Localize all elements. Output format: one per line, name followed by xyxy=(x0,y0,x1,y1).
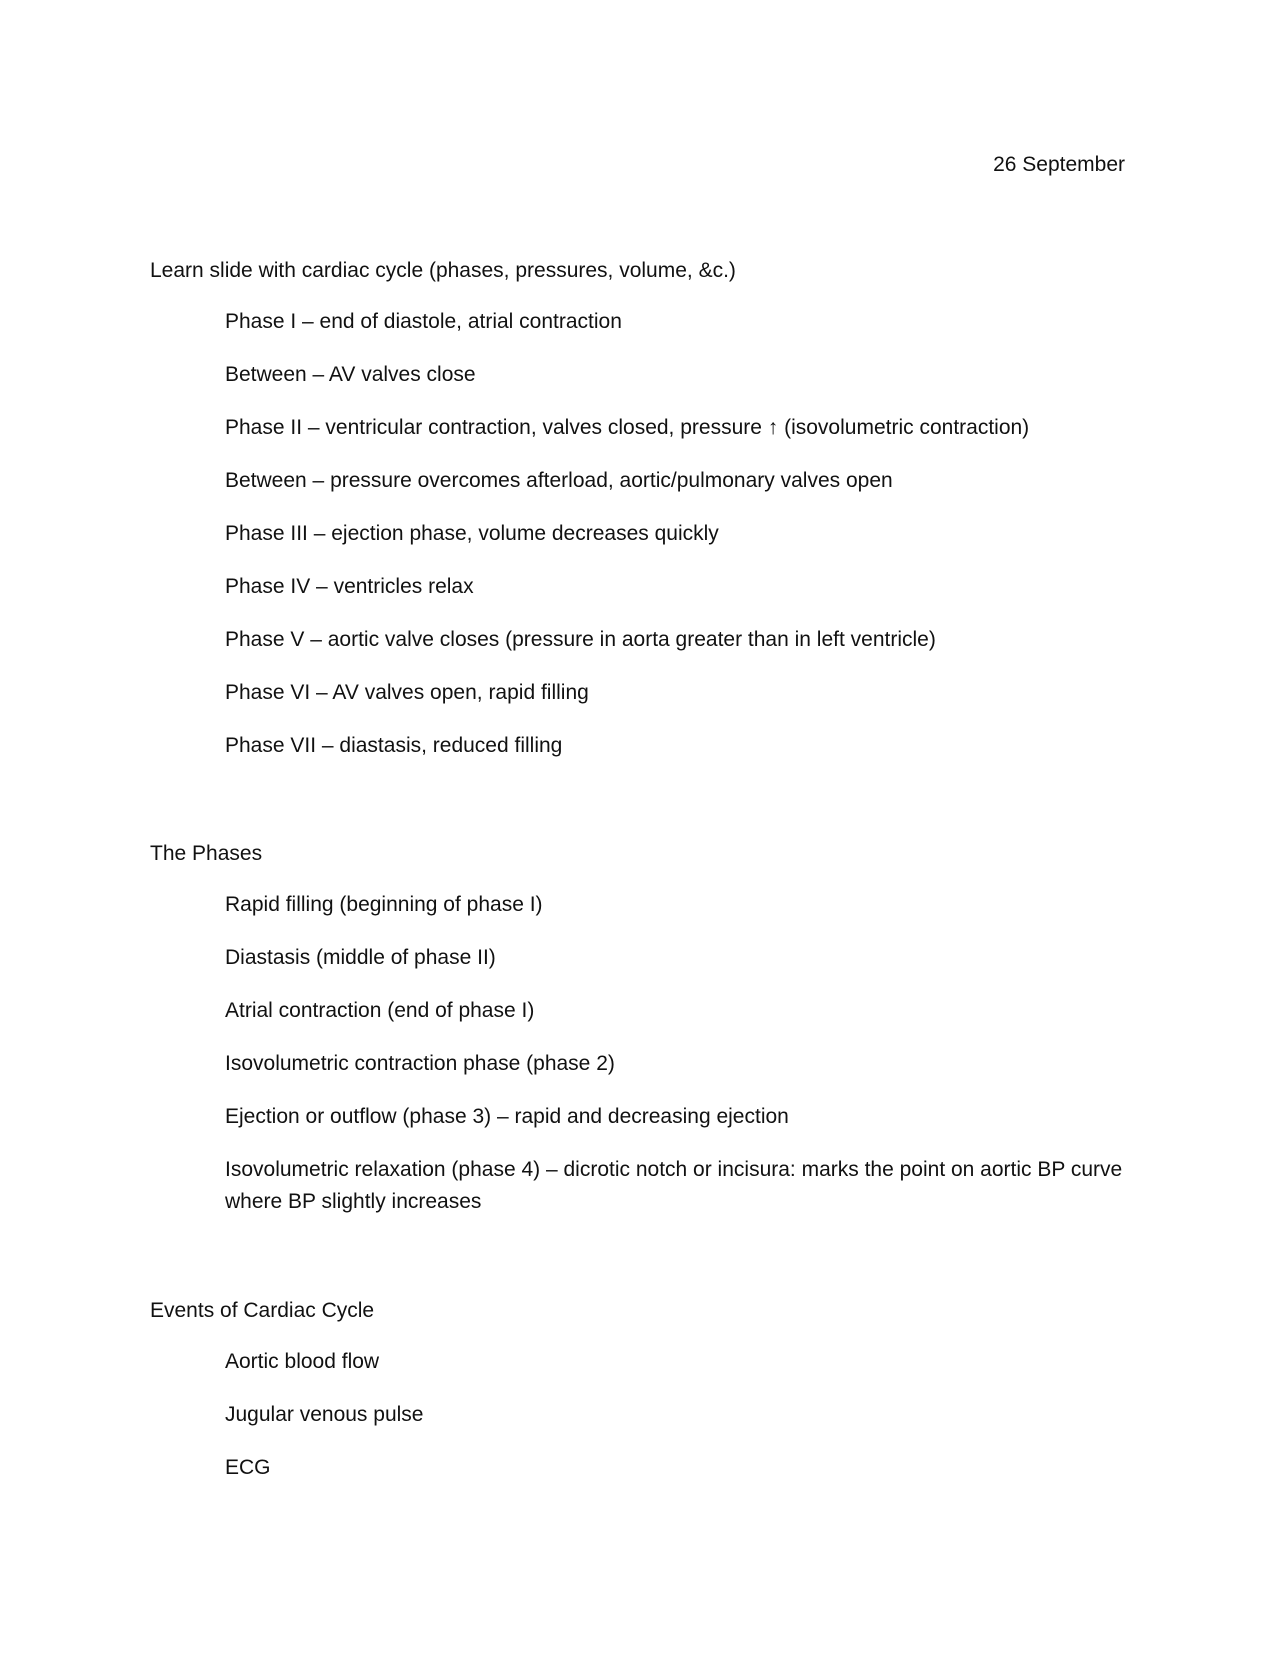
section-heading: Learn slide with cardiac cycle (phases, pressures, volume, &c.) xyxy=(150,259,736,282)
list-item: Rapid filling (beginning of phase I) xyxy=(225,893,543,916)
section-heading: The Phases xyxy=(150,842,263,865)
list-item: Ejection or outflow (phase 3) – rapid and decreasing ejection xyxy=(225,1105,789,1128)
list-item: Isovolumetric contraction phase (phase 2) xyxy=(225,1052,615,1075)
list-item: Phase V – aortic valve closes (pressure in aorta greater than in left ventricle) xyxy=(225,628,936,651)
section-cardiac-cycle-slide xyxy=(150,257,1130,762)
events-list xyxy=(150,1346,1130,1484)
list-item: Phase II – ventricular contraction, valves closed, pressure ↑ (isovolumetric contraction) xyxy=(225,416,1030,439)
list-item: ECG xyxy=(225,1456,271,1479)
list-item: Between – pressure overcomes afterload, aortic/pulmonary valves open xyxy=(225,469,893,492)
list-item: Isovolumetric relaxation (phase 4) – dicrotic notch or incisura: marks the point on aortic BP curve where BP slightly increases xyxy=(225,1158,1123,1213)
section-the-phases xyxy=(150,840,1130,1218)
phase-list xyxy=(150,306,1130,762)
list-item: Atrial contraction (end of phase I) xyxy=(225,999,535,1022)
list-item: Phase VI – AV valves open, rapid filling xyxy=(225,681,589,704)
list-item: Aortic blood flow xyxy=(225,1350,380,1373)
list-item: Phase III – ejection phase, volume decreases quickly xyxy=(225,522,719,545)
list-item: Diastasis (middle of phase II) xyxy=(225,946,496,969)
list-item: Phase IV – ventricles relax xyxy=(225,575,474,598)
document-date: 26 September xyxy=(993,153,1125,176)
list-item: Between – AV valves close xyxy=(225,363,476,386)
list-item: Phase I – end of diastole, atrial contraction xyxy=(225,310,622,333)
list-item: Phase VII – diastasis, reduced filling xyxy=(225,734,563,757)
phases-list xyxy=(150,889,1130,1218)
section-events-of-cardiac-cycle xyxy=(150,1297,1130,1484)
list-item: Jugular venous pulse xyxy=(225,1403,424,1426)
section-heading: Events of Cardiac Cycle xyxy=(150,1299,375,1322)
